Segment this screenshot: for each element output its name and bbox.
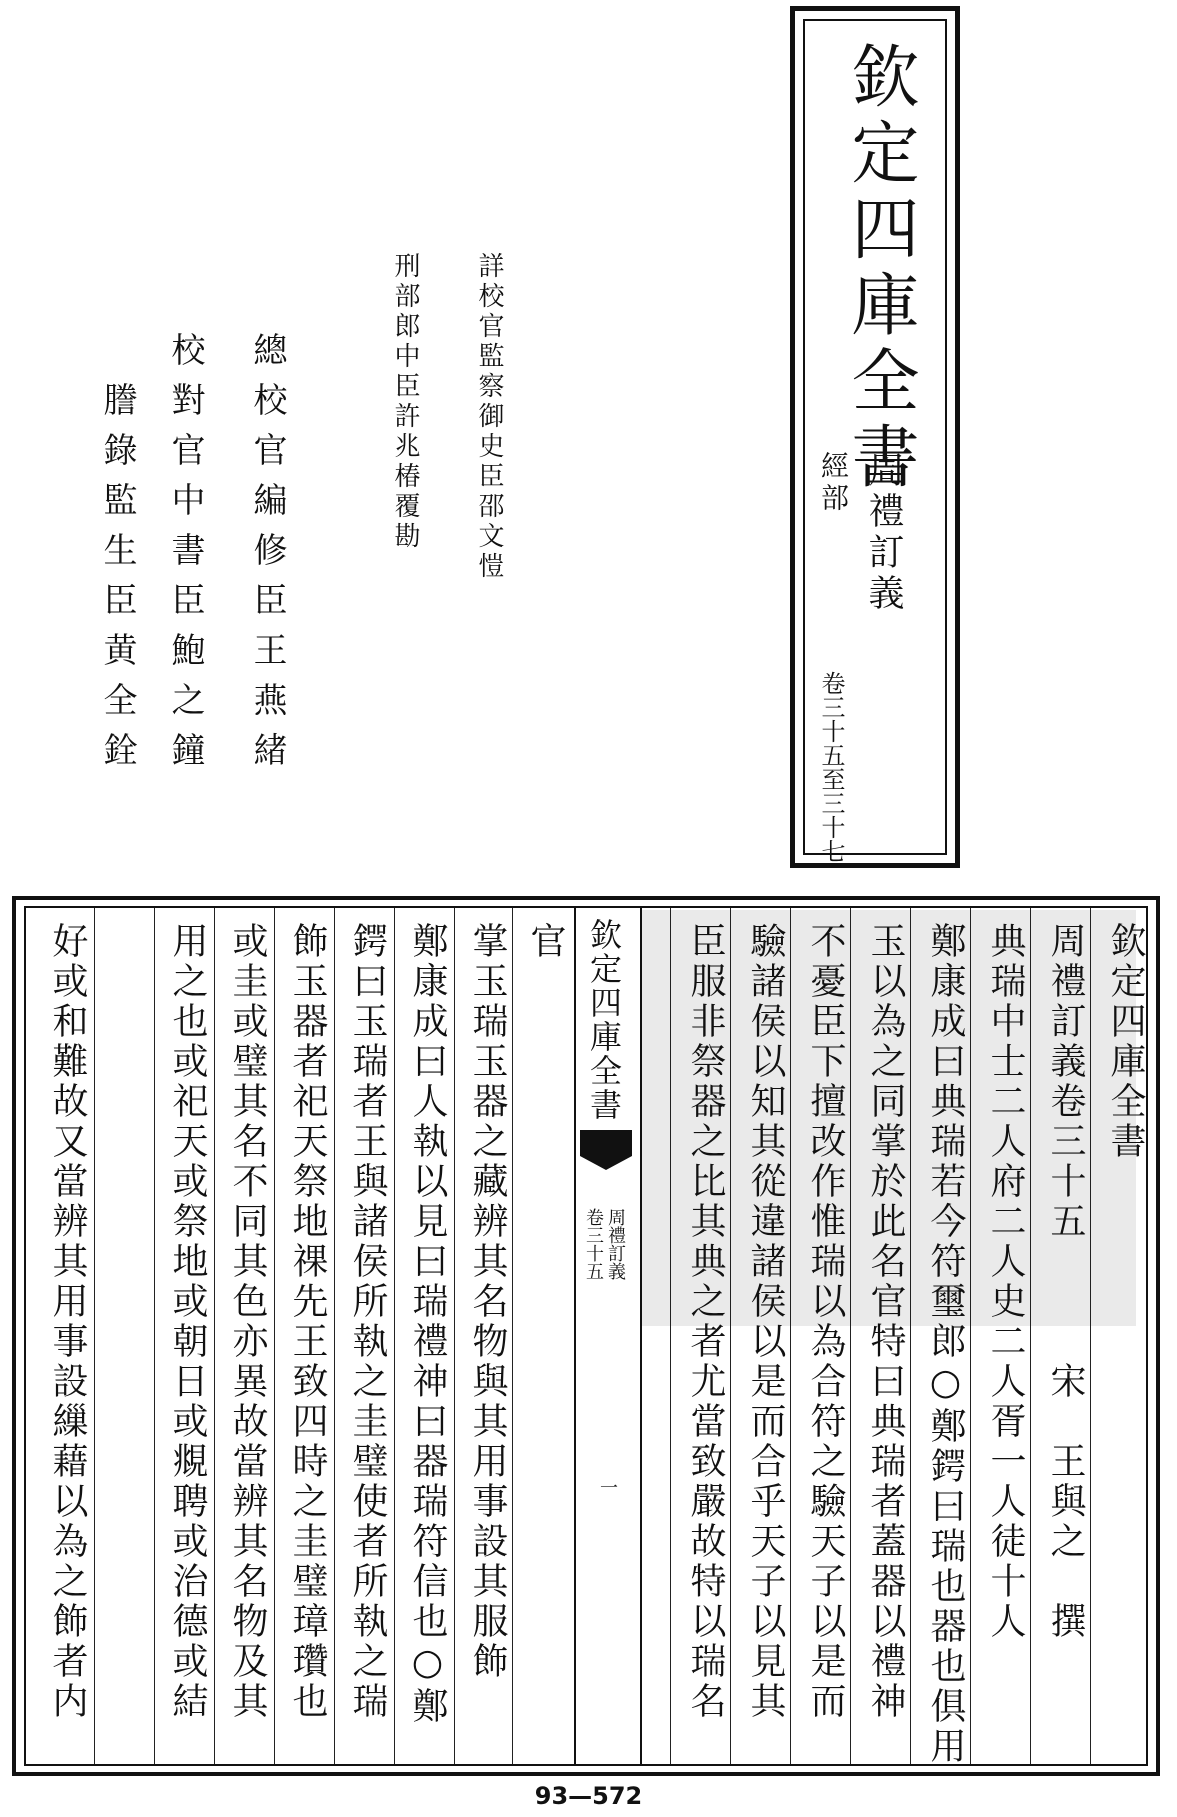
text-page [12, 896, 1160, 1776]
text-column: 飾玉器者祀天祭地祼先王致四時之圭璧璋瓚也 [287, 922, 328, 1722]
text-column: 掌玉瑞玉器之藏辨其名物與其用事設其服飾 [467, 922, 508, 1682]
collection-title: 欽定四庫全書 [840, 41, 919, 497]
column-rule [454, 908, 455, 1764]
fish-tail-mark-icon [580, 1130, 632, 1156]
column-rule [394, 908, 395, 1764]
banxin-page-number: 一 [597, 1478, 618, 1496]
text-page-inner-frame [24, 906, 1148, 1766]
column-rule [274, 908, 275, 1764]
column-rule [94, 908, 95, 1764]
book-title: 周禮訂義 [863, 451, 904, 615]
credit-editor: 總校官編修臣王燕緒 [247, 332, 287, 782]
column-rule [154, 908, 155, 1764]
text-column: 鄭康成曰典瑞若今符璽郎○鄭鍔曰瑞也器也俱用 [925, 922, 966, 1767]
text-column: 周禮訂義卷三十五 宋 王與之 撰 [1045, 922, 1086, 1642]
text-column: 玉以為之同掌於此名官特曰典瑞者蓋器以禮神 [865, 922, 906, 1722]
page-number: 93—572 [534, 1782, 643, 1810]
banxin-book: 周禮訂義 [605, 1208, 626, 1280]
title-box [790, 6, 960, 868]
credit-copyist: 謄錄監生臣黄全銓 [97, 382, 137, 782]
text-column: 欽定四庫全書 [1105, 922, 1146, 1162]
text-column: 或圭或璧其名不同其色亦異故當辨其名物及其 [227, 922, 268, 1722]
credit-proofer: 刑部郎中臣許兆椿覆勘 [390, 252, 420, 552]
banxin-center-column [574, 908, 642, 1764]
text-column: 不憂臣下擅改作惟瑞以為合符之驗天子以是而 [805, 922, 846, 1722]
title-box-inner-frame [803, 19, 947, 863]
banxin-title: 欽定四庫全書 [585, 918, 623, 1122]
section-label: 經部 [817, 451, 850, 515]
text-column: 好或和難故又當辨其用事設繅藉以為之飾者内 [47, 922, 88, 1722]
text-column: 鄭康成曰人執以見曰瑞禮神曰器瑞符信也○鄭 [407, 922, 448, 1727]
text-column: 典瑞中士二人府二人史二人胥一人徒十人 [985, 922, 1026, 1642]
text-column: 臣服非祭器之比其典之者尤當致嚴故特以瑞名 [685, 922, 726, 1722]
credit-reviewer: 詳校官監察御史臣邵文愷 [474, 252, 504, 582]
column-rule [670, 908, 671, 1764]
volume-label: 卷三十五至三十七 [817, 671, 845, 863]
text-column: 鍔曰玉瑞者王與諸侯所執之圭璧使者所執之瑞 [347, 922, 388, 1722]
credit-collator: 校對官中書臣鮑之鐘 [165, 332, 205, 782]
column-rule [334, 908, 335, 1764]
banxin-volume: 卷三十五 [583, 1208, 604, 1280]
column-rule [214, 908, 215, 1764]
text-column: 驗諸侯以知其從違諸侯以是而合乎天子以見其 [745, 922, 786, 1722]
text-column: 用之也或祀天或祭地或朝日或覜聘或治德或結 [167, 922, 208, 1722]
text-column: 官 [525, 922, 566, 962]
